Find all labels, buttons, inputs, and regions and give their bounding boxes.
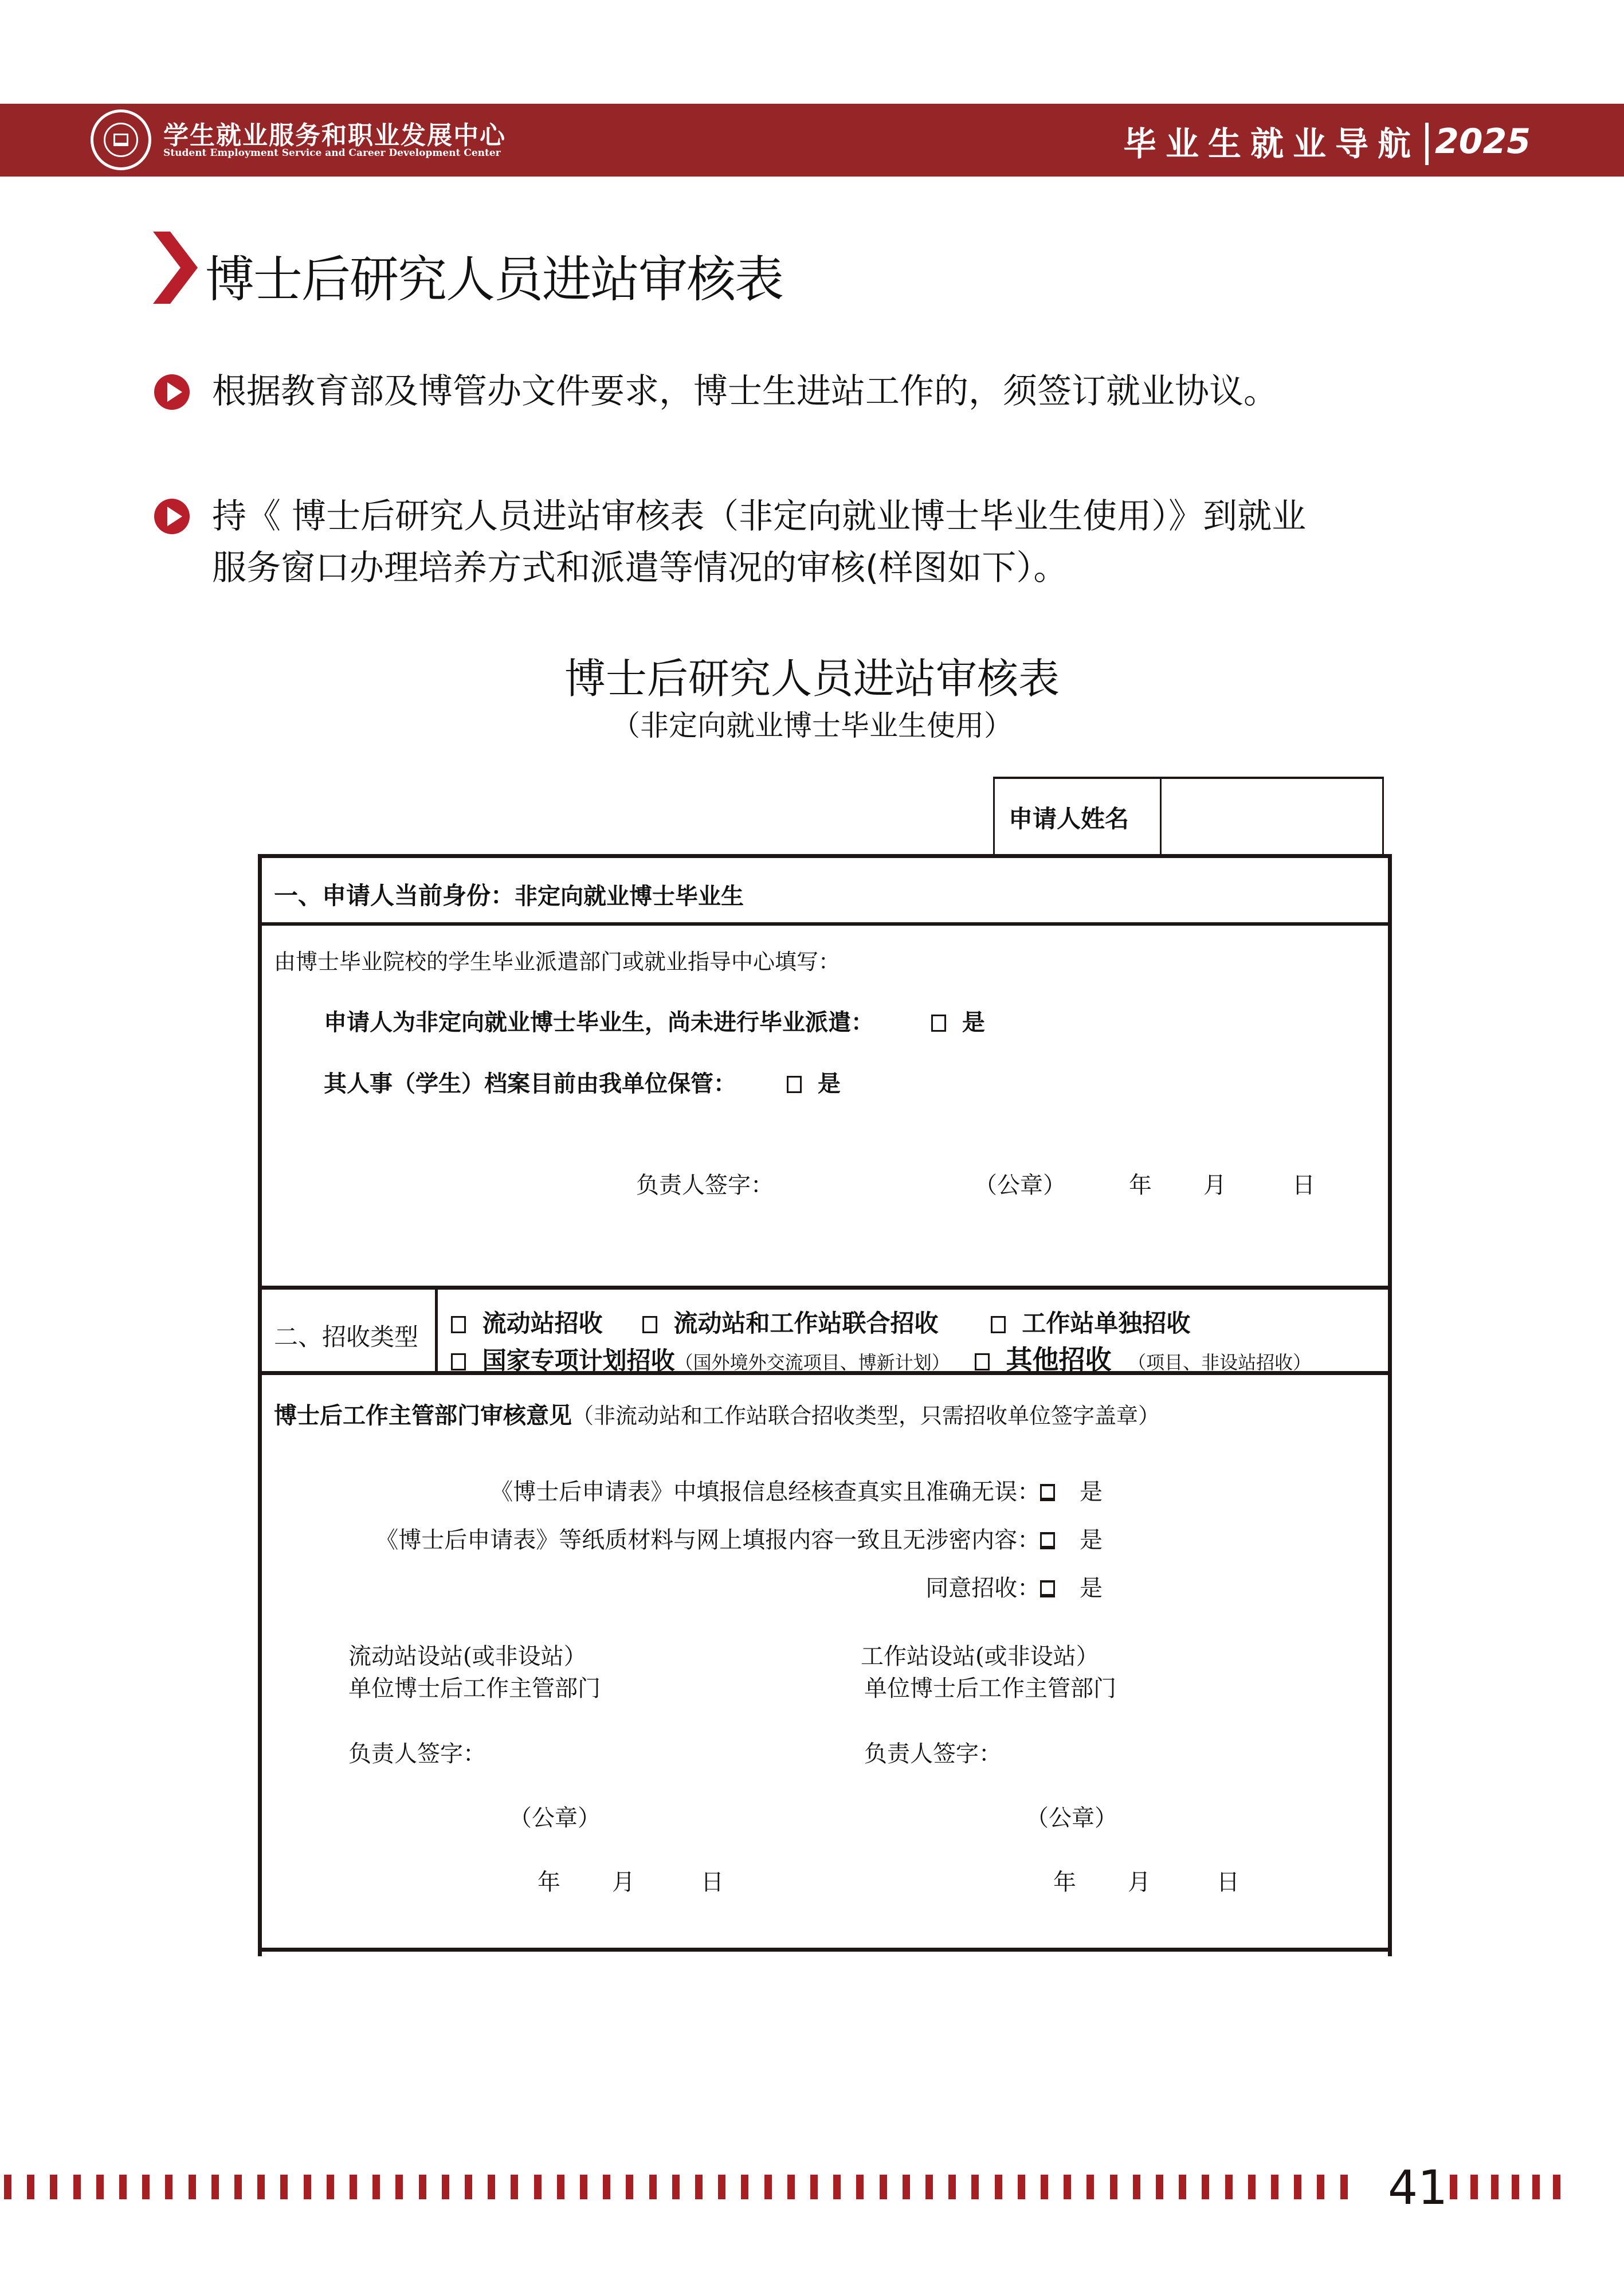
right-unit-year: 年	[1053, 1869, 1076, 1896]
footer-tick	[488, 2175, 495, 2199]
option-note: （国外境外交流项目、博新计划）	[674, 1352, 950, 1373]
form-subtitle: （非定向就业博士毕业生使用）	[611, 709, 1013, 742]
footer-tick	[50, 2175, 57, 2199]
footer-tick	[903, 2175, 910, 2199]
footer-tick	[327, 2175, 334, 2199]
footer-tick	[304, 2175, 311, 2199]
checkbox[interactable]	[931, 1015, 946, 1032]
bullet-2-line-1: 持《 博士后研究人员进站审核表（非定向就业博士毕业生使用）》到就业	[212, 496, 1307, 536]
part3-check-1	[490, 1474, 1103, 1506]
footer-tick	[211, 2175, 219, 2199]
part1-item-1	[324, 1004, 985, 1037]
footer-tick	[764, 2175, 772, 2199]
footer-tick	[4, 2175, 11, 2199]
part1-year: 年	[1129, 1172, 1152, 1199]
footer-ticks-right	[1450, 2175, 1622, 2199]
footer-tick	[1532, 2175, 1540, 2199]
right-unit-month: 月	[1128, 1869, 1151, 1896]
footer-tick	[234, 2175, 242, 2199]
applicant-name-field[interactable]	[1169, 785, 1375, 848]
footer-tick	[1133, 2175, 1140, 2199]
left-unit-line-1: 流动站设站(或非设站）	[348, 1643, 587, 1670]
university-seal-logo	[91, 109, 151, 170]
form-bottom-border	[258, 1948, 1392, 1952]
left-unit-line-2: 单位博士后工作主管部门	[348, 1675, 601, 1702]
footer-tick	[1018, 2175, 1025, 2199]
right-unit-signature-label: 负责人签字：	[864, 1741, 1002, 1767]
org-name-en: Student Employment Service and Career Development Center	[163, 147, 501, 159]
part3-check-3	[925, 1570, 1103, 1603]
part3-check-2-label: 《博士后申请表》等纸质材料与网上填报内容一致且无涉密内容：	[375, 1527, 1041, 1553]
checkbox-option-yes: 是	[1080, 1527, 1103, 1553]
part1-signature-label: 负责人签字：	[636, 1172, 774, 1199]
section-title: 博士后研究人员进站审核表	[205, 251, 783, 308]
footer-tick	[695, 2175, 703, 2199]
right-unit-day: 日	[1217, 1869, 1239, 1896]
footer-tick	[395, 2175, 403, 2199]
part1-header-divider	[258, 922, 1392, 926]
name-box-right-border	[1382, 777, 1384, 854]
left-unit-day: 日	[701, 1869, 724, 1896]
footer-tick	[1512, 2175, 1519, 2199]
part3-check-3-label: 同意招收：	[925, 1575, 1041, 1601]
option-note: （项目、非设站招收）	[1128, 1352, 1312, 1373]
part1-bottom-divider	[258, 1286, 1392, 1290]
part1-month: 月	[1203, 1172, 1226, 1199]
part1-instruction: 由博士毕业院校的学生毕业派遣部门或就业指导中心填写：	[274, 949, 841, 974]
footer-tick	[1064, 2175, 1071, 2199]
footer-tick	[142, 2175, 150, 2199]
part1-heading-value: 非定向就业博士毕业生	[515, 883, 744, 910]
form-right-border	[1388, 854, 1392, 1956]
seal-emblem	[113, 134, 128, 146]
footer-tick	[1271, 2175, 1278, 2199]
part2-options-row-2	[451, 1339, 1311, 1377]
footer-tick	[787, 2175, 795, 2199]
part3-heading: 博士后工作主管部门审核意见	[274, 1403, 572, 1429]
checkbox[interactable]	[642, 1316, 657, 1333]
checkbox-option-yes: 是	[1080, 1479, 1103, 1505]
footer-tick	[649, 2175, 657, 2199]
part1-item-1-label: 申请人为非定向就业博士毕业生，尚未进行毕业派遣：	[324, 1009, 874, 1036]
footer-tick	[833, 2175, 841, 2199]
footer-tick	[189, 2175, 196, 2199]
footer-tick	[465, 2175, 472, 2199]
footer-tick	[718, 2175, 725, 2199]
left-unit-month: 月	[612, 1869, 635, 1896]
footer-tick	[1317, 2175, 1324, 2199]
footer-tick	[442, 2175, 449, 2199]
bullet-2-line-2: 服务窗口办理培养方式和派遣等情况的审核(样图如下）。	[212, 548, 1068, 588]
footer-tick	[1294, 2175, 1301, 2199]
footer-tick	[741, 2175, 748, 2199]
footer-tick	[419, 2175, 426, 2199]
part1-heading	[274, 877, 744, 911]
footer-tick	[1470, 2175, 1478, 2199]
page-number: 41	[1388, 2161, 1448, 2215]
part3-check-2	[375, 1522, 1103, 1554]
form-title: 博士后研究人员进站审核表	[564, 655, 1060, 703]
footer-tick	[672, 2175, 680, 2199]
checkbox[interactable]	[1040, 1484, 1055, 1501]
footer-tick	[580, 2175, 587, 2199]
footer-tick	[1041, 2175, 1048, 2199]
footer-tick	[1491, 2175, 1499, 2199]
footer-tick	[1340, 2175, 1348, 2199]
name-box-left-border	[993, 777, 995, 854]
footer-tick	[165, 2175, 172, 2199]
part1-item-2	[324, 1066, 841, 1098]
footer-tick	[119, 2175, 127, 2199]
option-label: 工作站单独招收	[1022, 1309, 1191, 1337]
applicant-name-label: 申请人姓名	[1009, 805, 1129, 833]
seal-inner-ring	[104, 123, 138, 157]
title-divider	[1425, 123, 1429, 165]
left-unit-year: 年	[538, 1869, 560, 1896]
footer-tick	[1248, 2175, 1256, 2199]
footer-tick	[995, 2175, 1002, 2199]
checkbox[interactable]	[451, 1316, 466, 1333]
footer-tick	[534, 2175, 542, 2199]
play-circle-icon	[154, 374, 190, 410]
form-top-border	[258, 854, 1392, 858]
footer-tick	[948, 2175, 956, 2199]
right-unit-seal: （公章）	[1026, 1805, 1117, 1831]
footer-tick	[27, 2175, 34, 2199]
footer-tick	[257, 2175, 265, 2199]
footer-tick	[1450, 2175, 1457, 2199]
footer-tick	[1086, 2175, 1094, 2199]
option-label: 流动站招收	[482, 1309, 603, 1337]
footer-tick	[880, 2175, 887, 2199]
footer-tick	[856, 2175, 864, 2199]
part1-seal: （公章）	[974, 1172, 1066, 1199]
part2-options-row-1	[451, 1305, 1190, 1339]
chevron-right-icon	[151, 232, 200, 304]
footer-tick	[603, 2175, 610, 2199]
footer-tick	[1110, 2175, 1117, 2199]
org-name-cn: 学生就业服务和职业发展中心	[163, 121, 506, 150]
footer-tick	[1225, 2175, 1233, 2199]
option-label: 其他招收	[1006, 1344, 1112, 1375]
name-box-top-border	[993, 777, 1384, 779]
footer-tick	[1553, 2175, 1560, 2199]
right-unit-line-1: 工作站设站(或非设站）	[861, 1643, 1099, 1670]
part2-label-divider	[435, 1286, 438, 1375]
footer-tick	[626, 2175, 633, 2199]
checkbox[interactable]	[991, 1316, 1006, 1333]
footer-ticks-left	[0, 2175, 1375, 2199]
guide-year: 2025	[1435, 122, 1531, 162]
footer-tick	[280, 2175, 288, 2199]
checkbox[interactable]	[1040, 1532, 1055, 1549]
play-circle-icon	[154, 498, 190, 535]
option-label: 国家专项计划招收	[482, 1346, 675, 1374]
part3-heading-note: （非流动站和工作站联合招收类型，只需招收单位签字盖章）	[572, 1403, 1160, 1428]
footer-tick	[73, 2175, 81, 2199]
left-unit-signature-label: 负责人签字：	[348, 1741, 486, 1767]
checkbox[interactable]	[451, 1353, 466, 1370]
checkbox-option-yes: 是	[962, 1009, 985, 1036]
footer-tick	[1202, 2175, 1209, 2199]
part2-heading: 二、招收类型	[274, 1323, 419, 1351]
checkbox[interactable]	[1040, 1580, 1055, 1597]
part1-item-2-label: 其人事（学生）档案目前由我单位保管：	[324, 1071, 736, 1097]
footer-tick	[557, 2175, 564, 2199]
footer-tick	[350, 2175, 357, 2199]
checkbox[interactable]	[787, 1076, 802, 1093]
footer-tick	[372, 2175, 380, 2199]
part1-day: 日	[1292, 1172, 1315, 1199]
left-unit-seal: （公章）	[509, 1805, 601, 1831]
checkbox-option-yes: 是	[1080, 1575, 1103, 1601]
footer-tick	[96, 2175, 104, 2199]
footer-tick	[925, 2175, 933, 2199]
option-label: 流动站和工作站联合招收	[673, 1309, 939, 1337]
footer-tick	[810, 2175, 818, 2199]
part3-heading-line	[274, 1397, 1160, 1430]
guide-title: 毕业生就业导航	[1123, 124, 1421, 163]
part1-heading-label: 一、申请人当前身份：	[274, 882, 515, 910]
footer-tick	[971, 2175, 979, 2199]
form-left-border	[258, 854, 262, 1956]
name-box-divider	[1160, 777, 1162, 854]
footer-tick	[1156, 2175, 1163, 2199]
part3-check-1-label: 《博士后申请表》中填报信息经核查真实且准确无误：	[490, 1479, 1041, 1505]
checkbox[interactable]	[975, 1353, 990, 1370]
right-unit-line-2: 单位博士后工作主管部门	[864, 1675, 1116, 1702]
bullet-1-text: 根据教育部及博管办文件要求，博士生进站工作的，须签订就业协议。	[212, 371, 1278, 412]
checkbox-option-yes: 是	[817, 1071, 841, 1097]
footer-tick	[1179, 2175, 1186, 2199]
footer-tick	[511, 2175, 518, 2199]
